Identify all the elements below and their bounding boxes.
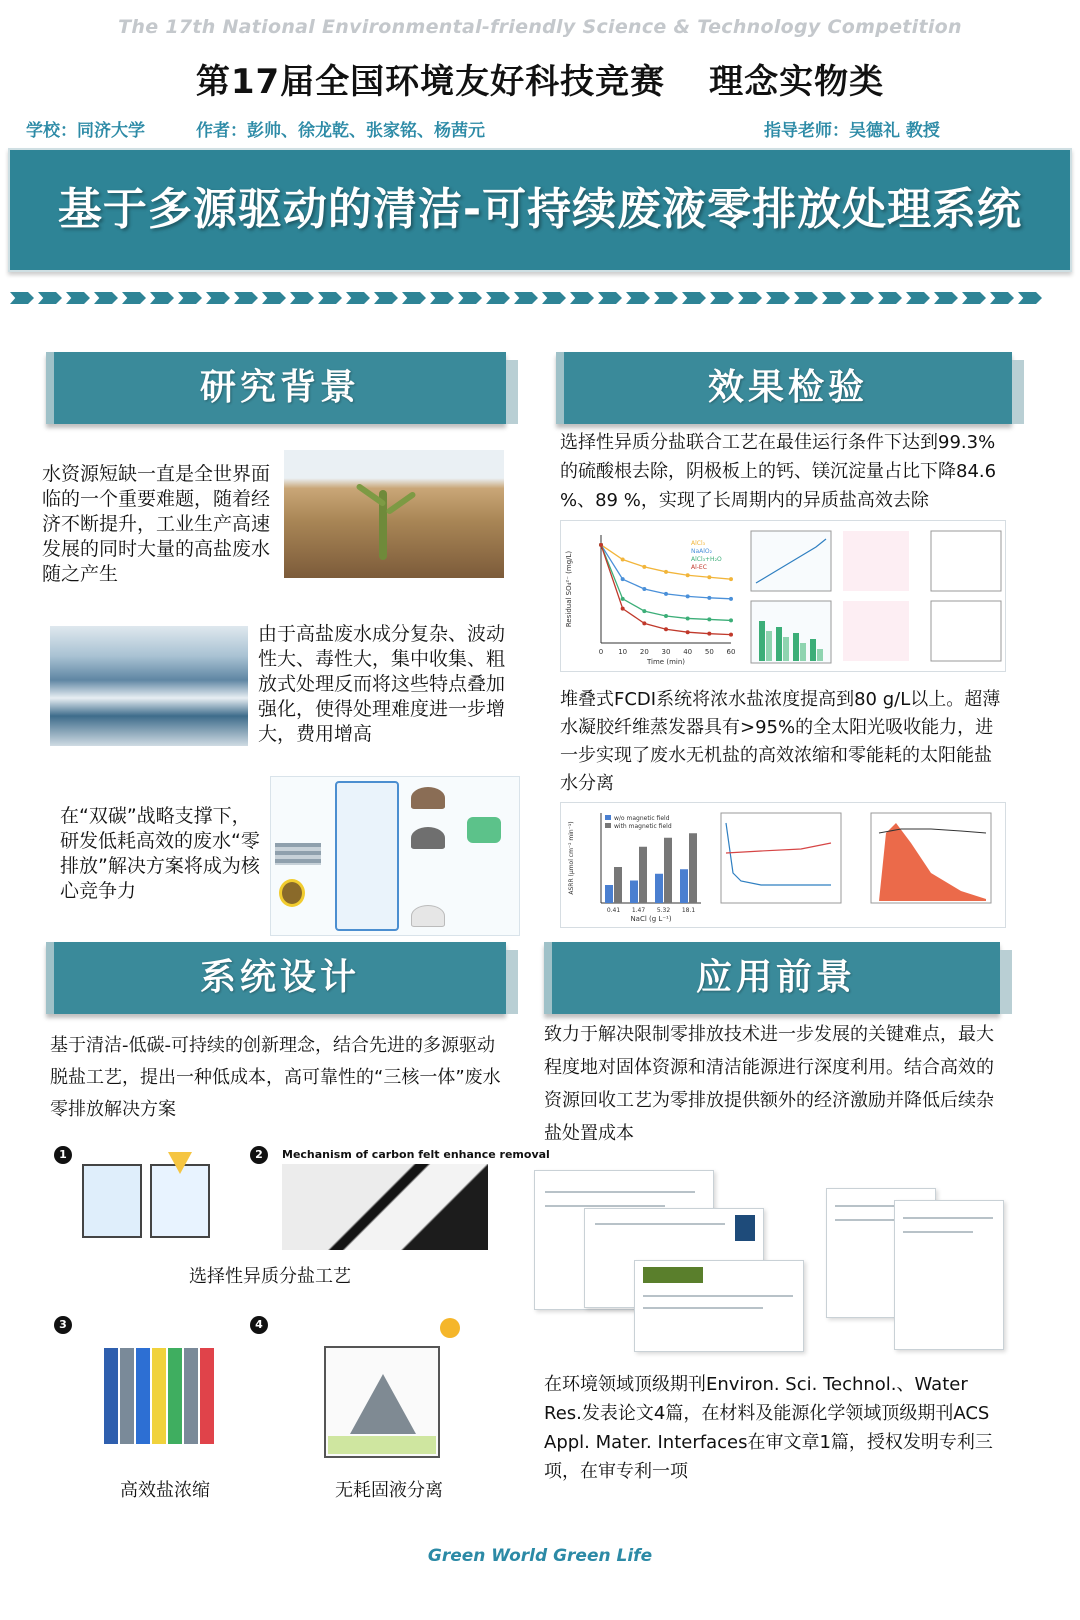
chevron-shape	[262, 292, 286, 304]
chevron-shape	[822, 292, 846, 304]
chevron-shape	[682, 292, 706, 304]
chevron-shape	[206, 292, 230, 304]
data-point	[729, 618, 733, 622]
chevron-shape	[66, 292, 90, 304]
chevron-shape	[402, 292, 426, 304]
section-header-results	[556, 352, 1012, 424]
chevron-shape	[570, 292, 594, 304]
data-point	[729, 597, 733, 601]
chemical-tank	[150, 1164, 210, 1238]
title-banner	[8, 148, 1072, 272]
chevron-shape	[766, 292, 790, 304]
drought-field-photo	[284, 450, 504, 578]
x-tick-label: 40	[683, 648, 693, 656]
chevron-shape	[738, 292, 762, 304]
water-collection-layer	[328, 1436, 436, 1454]
data-point	[686, 630, 690, 634]
prospect-paragraph-2: 在环境领域顶级期刊Environ. Sci. Technol.、Water Res.发表论文4篇，在材料及能源化学领域顶级期刊ACS Appl. Mater. Interfaces在审文章1篇，授权发明专利三项，在审专利一项	[544, 1374, 993, 1482]
chevron-shape	[514, 292, 538, 304]
panel-c-bar	[766, 631, 772, 661]
data-point	[729, 577, 733, 581]
chevron-shape	[178, 292, 202, 304]
chevron-shape	[430, 292, 454, 304]
bar	[655, 874, 663, 903]
bar	[680, 869, 688, 903]
panel-c-bar	[783, 637, 789, 661]
data-point	[664, 627, 668, 631]
panel-c-bar	[759, 621, 765, 661]
bar-chart-asrr	[561, 803, 1006, 928]
chevron-shape	[850, 292, 874, 304]
data-point	[664, 570, 668, 574]
legend-entry: AlCl₃	[691, 540, 706, 547]
x-tick-label: 20	[639, 648, 649, 656]
figure-caption-1: 选择性异质分盐工艺	[189, 1266, 351, 1287]
data-point	[621, 597, 625, 601]
panel-g	[931, 601, 1001, 661]
chevron-shape	[794, 292, 818, 304]
magnet-left	[104, 1348, 118, 1444]
legend-entry: w/o magnetic field	[614, 815, 670, 822]
x-axis-label: Time (min)	[646, 658, 686, 666]
results-figure-1	[560, 520, 1006, 672]
step-number-1: 1	[54, 1146, 72, 1164]
sun-icon	[440, 1318, 460, 1338]
flow-process-box	[335, 781, 399, 931]
line-chart-sulfate-removal	[561, 521, 1006, 672]
x-tick-label: 30	[661, 648, 671, 656]
section-title-results: 效果检验	[707, 367, 868, 408]
legend-entry: with magnetic field	[614, 823, 672, 830]
x-tick-label: 0.41	[606, 907, 621, 914]
panel-c-bar	[793, 633, 799, 661]
data-point	[729, 633, 733, 637]
precipitate-pile	[411, 827, 445, 849]
results-figure-2	[560, 802, 1006, 928]
magnet-right	[200, 1348, 214, 1444]
x-axis-label: NaCl (g L⁻¹)	[630, 915, 672, 923]
chevron-shape	[654, 292, 678, 304]
legend-swatch	[605, 823, 611, 828]
authors-label: 作者：彭帅、徐龙乾、张家铭、杨茜元	[196, 121, 485, 141]
pipe-bundle-icon	[275, 843, 321, 865]
chevron-shape	[990, 292, 1014, 304]
process-flow-diagram	[270, 776, 520, 936]
wastewater-barrel-icon	[279, 879, 305, 907]
chevron-shape	[598, 292, 622, 304]
chevron-shape	[934, 292, 958, 304]
electrolyte-channel	[152, 1348, 166, 1444]
panel-d	[843, 531, 909, 591]
panel-concentration	[721, 813, 841, 903]
design-paragraph: 基于清洁-低碳-可持续的创新理念，结合先进的多源驱动脱盐工艺，提出一种低成本，高可靠性的“三核一体”废水零排放解决方案	[50, 1035, 501, 1120]
step-number-3: 3	[54, 1316, 72, 1334]
chevron-shape	[906, 292, 930, 304]
paper-text-line	[643, 1307, 763, 1309]
x-tick-label: 5.32	[656, 907, 671, 914]
chevron-shape	[710, 292, 734, 304]
bar	[630, 881, 638, 904]
background-paragraph-2: 由于高盐废水成分复杂、波动性大、毒性大，集中收集、粗放式处理反而将这些特点叠加强化，使得处理难度进一步增大，费用增高	[258, 623, 506, 745]
paper-text-line	[545, 1205, 665, 1207]
recycle-truck-icon	[467, 817, 501, 843]
step-number-4: 4	[250, 1316, 268, 1334]
prospect-paragraph-1: 致力于解决限制零排放技术进一步发展的关键难点，最大程度地对固体资源和清洁能源进行深度利用。结合高效的资源回收工艺为零排放提供额外的经济激励并降低后续杂盐处置成本	[544, 1024, 994, 1144]
journal-paper-3	[634, 1260, 804, 1352]
competition-name: 第17届全国环境友好科技竞赛	[195, 62, 666, 102]
x-tick-label: 10	[618, 648, 628, 656]
advisor-label: 指导老师：吴德礼 教授	[764, 121, 940, 141]
data-point	[707, 596, 711, 600]
cem-membrane	[136, 1348, 150, 1444]
section-header-prospect	[544, 942, 1000, 1014]
section-title-design: 系统设计	[199, 957, 360, 998]
data-point	[599, 543, 603, 547]
chevron-shape	[486, 292, 510, 304]
data-point	[642, 565, 646, 569]
data-point	[664, 592, 668, 596]
background-paragraph-1: 水资源短缺一直是全世界面临的一个重要难题，随着经济不断提升，工业生产高速发展的同时大量的高盐废水随之产生	[42, 463, 271, 585]
chevron-shape	[962, 292, 986, 304]
chevron-shape	[150, 292, 174, 304]
competition-category: 理念实物类	[709, 62, 885, 102]
section-title-prospect: 应用前景	[695, 957, 856, 998]
data-point	[686, 616, 690, 620]
chevron-shape	[290, 292, 314, 304]
journal-cover-icon	[735, 1215, 755, 1241]
x-tick-label: 60	[726, 648, 736, 656]
legend-entry: NaAlO₂	[691, 548, 713, 555]
section-header-design	[46, 942, 506, 1014]
banner-title: 基于多源驱动的清洁-可持续废液零排放处理系统	[57, 184, 1023, 235]
panel-c-bar	[810, 639, 816, 661]
chevron-shape	[542, 292, 566, 304]
legend-entry: AlCl₃+H₂O	[691, 556, 722, 563]
data-point	[642, 609, 646, 613]
step-number-2: 2	[250, 1146, 268, 1164]
saline-shore-photo	[50, 626, 248, 746]
journal-logo-icon	[643, 1267, 703, 1283]
paper-text-line	[903, 1231, 973, 1233]
background-paragraph-3: 在“双碳”战略支撑下，研发低耗高效的废水“零排放”解决方案将成为核心竞争力	[60, 805, 260, 902]
plant-leaf	[385, 491, 416, 515]
chevron-shape	[374, 292, 398, 304]
bar	[689, 833, 697, 903]
panel-f	[931, 531, 1001, 591]
electrocoagulation-sketch	[78, 1150, 218, 1250]
y-axis-label: Residual SO₄²⁻ (mg/L)	[565, 550, 573, 628]
chevron-shape	[626, 292, 650, 304]
current-collector-right	[184, 1348, 198, 1444]
data-point	[642, 621, 646, 625]
x-tick-label: 0	[598, 648, 604, 656]
chevron-shape	[234, 292, 258, 304]
current-collector-left	[120, 1348, 134, 1444]
sludge-pile	[411, 787, 445, 809]
aem-membrane	[168, 1348, 182, 1444]
x-tick-label: 18.1	[681, 907, 696, 914]
chevron-shape	[318, 292, 342, 304]
paper-text-line	[903, 1217, 993, 1219]
section-title-background: 研究背景	[199, 367, 360, 408]
data-point	[642, 587, 646, 591]
figure-caption-4: 无耗固液分离	[335, 1480, 443, 1501]
data-point	[686, 573, 690, 577]
paper-text-line	[545, 1191, 695, 1193]
chevron-shape	[94, 292, 118, 304]
data-point	[686, 594, 690, 598]
patent-certificate-2	[894, 1200, 1004, 1350]
chevron-shape	[346, 292, 370, 304]
evaporator-sketch	[300, 1318, 470, 1468]
bar	[664, 838, 672, 903]
data-point	[707, 617, 711, 621]
english-title: The 17th National Environmental-friendly Science & Technology Competition	[118, 16, 962, 38]
results-paragraph-2: 堆叠式FCDI系统将浓水盐浓度提高到80 g/L以上。超薄水凝胶纤维蒸发器具有>95%的全太阳光吸收能力，进一步实现了废水无机盐的高效浓缩和零能耗的太阳能盐水分离	[560, 689, 1001, 794]
legend-swatch	[605, 815, 611, 820]
data-point	[621, 607, 625, 611]
x-tick-label: 50	[704, 648, 714, 656]
figure-caption-3: 高效盐浓缩	[120, 1480, 210, 1501]
bar	[605, 885, 613, 903]
panel-b	[751, 531, 831, 591]
data-point	[707, 632, 711, 636]
school-label: 学校：同济大学	[26, 121, 145, 141]
chevron-divider	[10, 292, 1060, 306]
data-point	[664, 614, 668, 618]
ec-tank	[82, 1164, 142, 1238]
salt-pile	[411, 905, 445, 927]
results-paragraph-1: 选择性异质分盐联合工艺在最佳运行条件下达到99.3%的硫酸根去除，阴极板上的钙、镁沉淀量占比下降84.6 %、89 %，实现了长周期内的异质盐高效去除	[560, 432, 997, 511]
legend-entry: Al-EC	[691, 564, 707, 571]
chevron-shape	[10, 292, 34, 304]
chevron-shape	[458, 292, 482, 304]
chevron-shape	[38, 292, 62, 304]
panel-c-bar	[817, 649, 823, 661]
paper-text-line	[595, 1223, 725, 1225]
data-point	[621, 558, 625, 562]
data-point	[707, 575, 711, 579]
bar	[614, 867, 622, 903]
y-axis-label: ASRR (μmol cm⁻² min⁻¹)	[568, 821, 575, 895]
chevron-shape	[122, 292, 146, 304]
chevron-shape	[878, 292, 902, 304]
bar	[639, 847, 647, 903]
panel-c-bar	[800, 643, 806, 661]
data-point	[621, 577, 625, 581]
paper-text-line	[643, 1295, 793, 1297]
footer-slogan: Green World Green Life	[427, 1546, 653, 1566]
panel-c-bar	[776, 627, 782, 661]
mechanism-title: Mechanism of carbon felt enhance removal	[282, 1148, 550, 1161]
chinese-title	[0, 54, 1080, 103]
carbon-felt-sketch	[282, 1164, 488, 1250]
section-header-background	[46, 352, 506, 424]
chevron-shape	[1018, 292, 1042, 304]
x-tick-label: 1.47	[631, 907, 646, 914]
panel-e	[843, 601, 909, 661]
fcdi-stack-sketch	[100, 1330, 230, 1470]
